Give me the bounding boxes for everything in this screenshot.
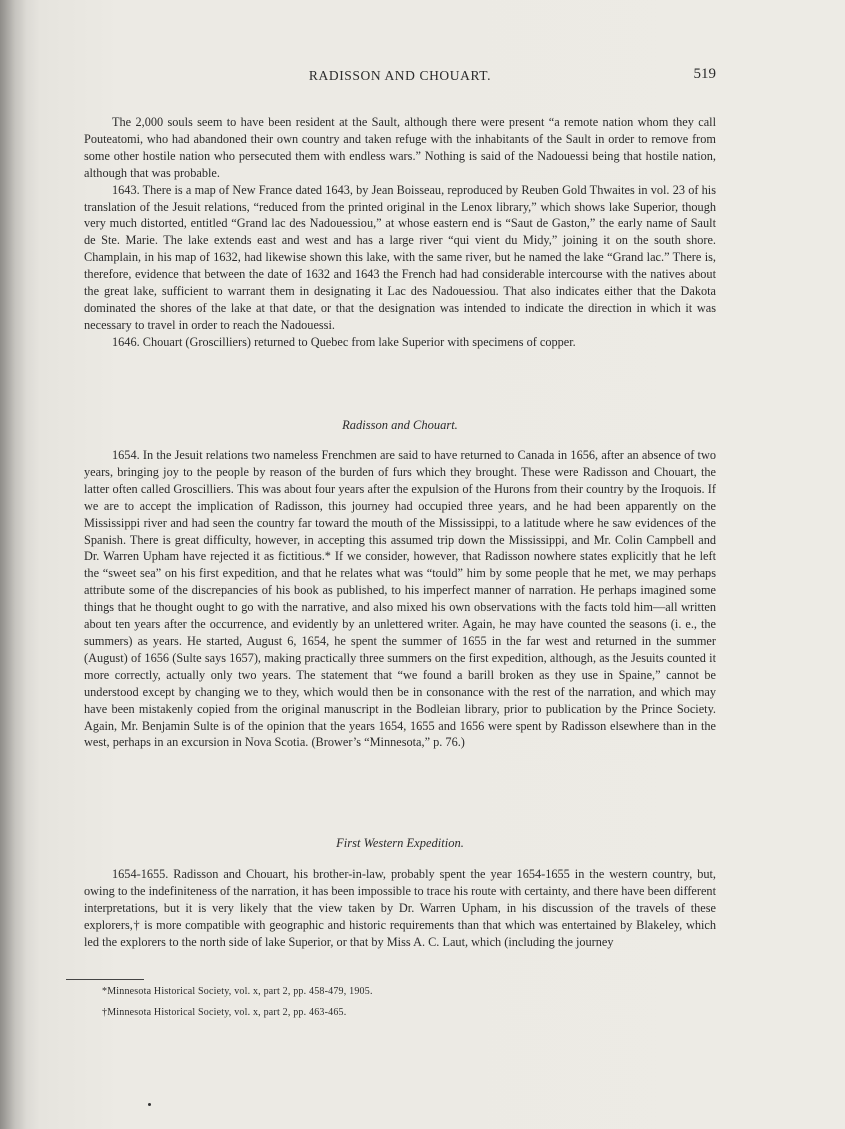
top-text-block: [84, 114, 716, 351]
scan-speck: [148, 1103, 151, 1106]
paragraph-1643: 1643. There is a map of New France dated 1643, by Jean Boisseau, reproduced by Reuben Gold Thwaites in vol. 23 of his translation of the Jesuit relations, “reduced from the printed original in the Lenox library,” which shows lake Superior, though very much distorted, entitled “Grand lac des Nadouessiou,” at whose eastern end is “Saut de Gaston,” the early name of Sault de Ste. Marie. The lake extends east and west and has a large river “qui vient du Midy,” joining it on the south shore. Champlain, in his map of 1632, had likewise shown this lake, with the same river, but he named the lake “Grand lac.” There is, therefore, evidence that between the date of 1632 and 1643 the French had had considerable intercourse with the natives about the great lake, sufficient to warrant them in designating it Lac des Nadouessiou. That also indicates either that the Dakota dominated the shores of the lake at that date, or that the designation was intended to indicate the direction in which it was necessary to travel in order to reach the Nadouessi.: [84, 182, 716, 332]
section-heading-radisson: Radisson and Chouart.: [342, 418, 458, 432]
page-header: [84, 66, 716, 88]
footnote-2: †Minnesota Historical Society, vol. x, part 2, pp. 463-465.: [102, 1007, 347, 1018]
paragraph-souls: The 2,000 souls seem to have been resident at the Sault, although there were present “a remote nation whom they call Pouteatomi, who had abandoned their own country and taken refuge with the inhabitants of the Sault in order to remove from some other hostile nation who persecuted them with endless wars.” Nothing is said of the Nadouessi being that hostile nation, although that was probable.: [84, 115, 716, 180]
running-title: RADISSON AND CHOUART.: [308, 68, 492, 83]
footnote-1: *Minnesota Historical Society, vol. x, part 2, pp. 458-479, 1905.: [102, 986, 373, 997]
page-number: 519: [693, 66, 716, 82]
section2-text-block: [84, 866, 716, 951]
footnote-rule: [66, 979, 144, 980]
paragraph-1646: 1646. Chouart (Groscilliers) returned to Quebec from lake Superior with specimens of copper.: [112, 334, 576, 349]
paragraph-1654-1655: 1654-1655. Radisson and Chouart, his brother-in-law, probably spent the year 1654-1655 in the western country, but, owing to the indefiniteness of the narration, it has been impossible to trace his route with certainty, and there have been different interpretations, but it is very likely that the view taken by Dr. Warren Upham, in his discussion of the travels of these explorers,† is more compatible with geographic and historic requirements than that which was entertained by Blakeley, which led the explorers to the north side of lake Superior, or that by Miss A. C. Laut, which (including the journey: [84, 867, 716, 949]
section-heading-first-western: First Western Expedition.: [336, 836, 464, 850]
paragraph-1654: 1654. In the Jesuit relations two nameless Frenchmen are said to have returned to Canada in 1656, after an absence of two years, bringing joy to the people by reason of the burden of furs which they brought. These were Radisson and Chouart, the latter often called Groscilliers. This was about four years after the expulsion of the Hurons from their country by the Iroquois. If we are to accept the implication of Radisson, this journey had occupied three years, and he had been apparently on the Mississippi river and had seen the country far toward the mouth of the Mississippi, to a latitude where he saw evidences of the Spanish. There is great difficulty, however, in accepting this assumed trip down the Mississippi, and Mr. Colin Campbell and Dr. Warren Upham have rejected it as fictitious.* If we consider, however, that Radisson nowhere states explicitly that he left the “sweet sea” on his first expedition, and that he relates what was “tould” him by some people that he met, we may perhaps attribute some of the discrepancies of his book as published, to his imperfect manner of narration. He perhaps imagined some things that he thought ought to go with the narrative, and also mixed his own observations with the facts told him—all written about ten years after the occurrence, and evidently by an unlettered writer. Again, he may have counted the seasons (i. e., the summers) as years. He started, August 6, 1654, he spent the summer of 1655 in the far west and returned in the summer (August) of 1656 (Sulte says 1657), making practically three summers on the first expedition, although, as the Jesuits counted it more correctly, actually only two years. The statement that “we found a barill broken as they use in Spaine,” cannot be understood except by changing we to they, which would then be in consonance with the rest of the narration, and which may have been mistakenly copied from the original manuscript in the Bodleian library, prior to publication by the Prince Society. Again, Mr. Benjamin Sulte is of the opinion that the years 1654, 1655 and 1656 were spent by Radisson elsewhere than in the west, perhaps in an excursion in Nova Scotia. (Brower’s “Minnesota,” p. 76.): [84, 448, 716, 750]
section1-text-block: [84, 447, 716, 751]
gutter-shadow: [0, 0, 26, 1129]
